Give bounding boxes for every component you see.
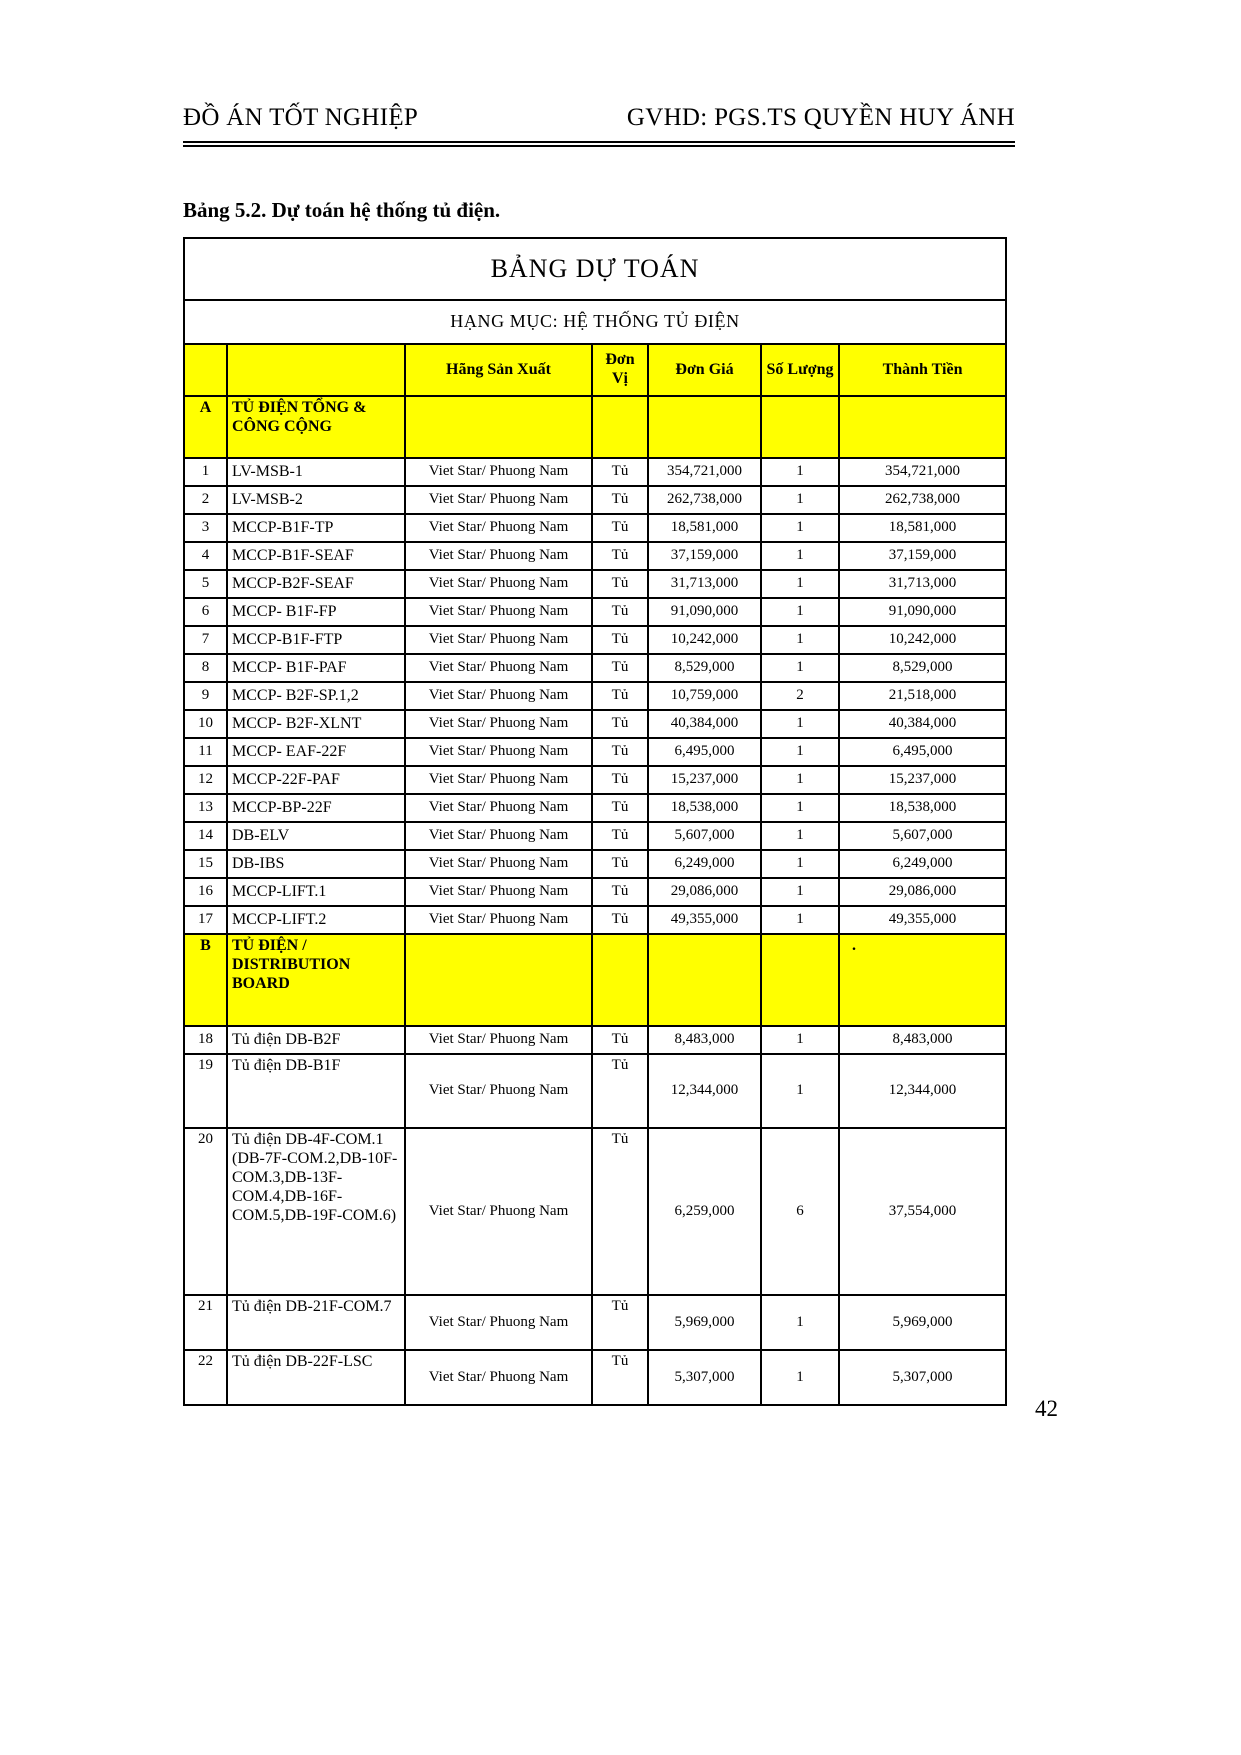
cell-qty: 1 (761, 458, 839, 486)
cell-stt: 22 (184, 1350, 227, 1405)
running-header-left: ĐỒ ÁN TỐT NGHIỆP (183, 104, 419, 131)
cell-unit: Tủ (592, 738, 648, 766)
section-b-id: B (184, 934, 227, 1026)
cell-qty: 1 (761, 514, 839, 542)
table-title: BẢNG DỰ TOÁN (184, 238, 1006, 300)
cell-total: 31,713,000 (839, 570, 1006, 598)
cell-stt: 9 (184, 682, 227, 710)
cell-stt: 4 (184, 542, 227, 570)
cell-price: 6,259,000 (648, 1128, 761, 1295)
cell-price: 91,090,000 (648, 598, 761, 626)
cell-maker: Viet Star/ Phuong Nam (405, 1295, 592, 1350)
cell-maker: Viet Star/ Phuong Nam (405, 458, 592, 486)
cell-name: MCCP- B1F-FP (227, 598, 405, 626)
cell-name: MCCP- B2F-SP.1,2 (227, 682, 405, 710)
page-number: 42 (1035, 1396, 1058, 1421)
table-title-row (184, 238, 1006, 300)
cell-qty: 1 (761, 654, 839, 682)
cell-unit: Tủ (592, 1295, 648, 1350)
section-row-a (184, 396, 1006, 458)
cell-qty: 6 (761, 1128, 839, 1295)
cell-qty: 2 (761, 682, 839, 710)
table-row (184, 710, 1006, 738)
cell-price: 5,607,000 (648, 822, 761, 850)
cell-qty: 1 (761, 878, 839, 906)
cell-qty: 1 (761, 710, 839, 738)
cell-price: 8,529,000 (648, 654, 761, 682)
cell-maker: Viet Star/ Phuong Nam (405, 822, 592, 850)
cell-total: 354,721,000 (839, 458, 1006, 486)
cell-total: 5,307,000 (839, 1350, 1006, 1405)
table-row (184, 458, 1006, 486)
cell-price: 12,344,000 (648, 1054, 761, 1128)
table-caption: Bảng 5.2. Dự toán hệ thống tủ điện. (183, 198, 501, 222)
cell-price: 8,483,000 (648, 1026, 761, 1054)
table-column-header-row (184, 344, 1006, 396)
cell-maker: Viet Star/ Phuong Nam (405, 542, 592, 570)
cell-stt: 21 (184, 1295, 227, 1350)
cell-price: 15,237,000 (648, 766, 761, 794)
cell-maker: Viet Star/ Phuong Nam (405, 486, 592, 514)
cell-total: 37,159,000 (839, 542, 1006, 570)
cell-qty: 1 (761, 766, 839, 794)
table-row (184, 1054, 1006, 1128)
cell-unit: Tủ (592, 598, 648, 626)
cell-unit: Tủ (592, 514, 648, 542)
cell-price: 354,721,000 (648, 458, 761, 486)
cell-price: 5,969,000 (648, 1295, 761, 1350)
table-row (184, 654, 1006, 682)
cell-price: 262,738,000 (648, 486, 761, 514)
cell-stt: 11 (184, 738, 227, 766)
section-a-id: A (184, 396, 227, 458)
cell-stt: 2 (184, 486, 227, 514)
cell-name: LV-MSB-1 (227, 458, 405, 486)
cell-name: DB-IBS (227, 850, 405, 878)
cell-maker: Viet Star/ Phuong Nam (405, 654, 592, 682)
cell-unit: Tủ (592, 1054, 648, 1128)
cell-maker: Viet Star/ Phuong Nam (405, 1128, 592, 1295)
cell-stt: 10 (184, 710, 227, 738)
section-b-maker (405, 934, 592, 1026)
cell-name: Tủ điện DB-22F-LSC (227, 1350, 405, 1405)
cell-stt: 7 (184, 626, 227, 654)
cell-name: Tủ điện DB-B1F (227, 1054, 405, 1128)
cell-unit: Tủ (592, 822, 648, 850)
cell-name: DB-ELV (227, 822, 405, 850)
cell-name: MCCP- B1F-PAF (227, 654, 405, 682)
cell-stt: 20 (184, 1128, 227, 1295)
cell-price: 5,307,000 (648, 1350, 761, 1405)
section-b-qty (761, 934, 839, 1026)
cell-unit: Tủ (592, 542, 648, 570)
cell-price: 40,384,000 (648, 710, 761, 738)
cell-stt: 16 (184, 878, 227, 906)
column-header-name (227, 344, 405, 396)
cell-stt: 1 (184, 458, 227, 486)
section-a-label: TỦ ĐIỆN TỔNG & CÔNG CỘNG (227, 396, 405, 458)
column-header-stt (184, 344, 227, 396)
cell-qty: 1 (761, 570, 839, 598)
cell-price: 18,538,000 (648, 794, 761, 822)
cell-qty: 1 (761, 1054, 839, 1128)
cell-stt: 13 (184, 794, 227, 822)
table-row (184, 486, 1006, 514)
cell-maker: Viet Star/ Phuong Nam (405, 1350, 592, 1405)
table-row (184, 878, 1006, 906)
cell-maker: Viet Star/ Phuong Nam (405, 710, 592, 738)
cell-name: MCCP- B2F-XLNT (227, 710, 405, 738)
cell-price: 37,159,000 (648, 542, 761, 570)
cell-total: 12,344,000 (839, 1054, 1006, 1128)
running-header-right: GVHD: PGS.TS QUYỀN HUY ÁNH (626, 104, 1015, 131)
cell-stt: 12 (184, 766, 227, 794)
cell-total: 49,355,000 (839, 906, 1006, 934)
budget-table (183, 237, 1007, 1406)
cell-maker: Viet Star/ Phuong Nam (405, 682, 592, 710)
table-subtitle: HẠNG MỤC: HỆ THỐNG TỦ ĐIỆN (184, 300, 1006, 344)
section-a-qty (761, 396, 839, 458)
cell-stt: 3 (184, 514, 227, 542)
cell-unit: Tủ (592, 1128, 648, 1295)
cell-total: 40,384,000 (839, 710, 1006, 738)
cell-unit: Tủ (592, 850, 648, 878)
table-row (184, 570, 1006, 598)
column-header-qty: Số Lượng (761, 344, 839, 396)
cell-unit: Tủ (592, 570, 648, 598)
cell-price: 29,086,000 (648, 878, 761, 906)
cell-maker: Viet Star/ Phuong Nam (405, 626, 592, 654)
cell-stt: 8 (184, 654, 227, 682)
cell-stt: 5 (184, 570, 227, 598)
cell-name: MCCP-B2F-SEAF (227, 570, 405, 598)
section-b-unit (592, 934, 648, 1026)
cell-unit: Tủ (592, 710, 648, 738)
cell-qty: 1 (761, 850, 839, 878)
section-a-unit (592, 396, 648, 458)
table-row (184, 738, 1006, 766)
cell-unit: Tủ (592, 1350, 648, 1405)
cell-maker: Viet Star/ Phuong Nam (405, 514, 592, 542)
table-row (184, 542, 1006, 570)
cell-name: MCCP-B1F-SEAF (227, 542, 405, 570)
cell-maker: Viet Star/ Phuong Nam (405, 1026, 592, 1054)
cell-maker: Viet Star/ Phuong Nam (405, 878, 592, 906)
cell-stt: 6 (184, 598, 227, 626)
section-a-maker (405, 396, 592, 458)
cell-qty: 1 (761, 1026, 839, 1054)
cell-total: 5,969,000 (839, 1295, 1006, 1350)
section-row-b (184, 934, 1006, 1026)
cell-total: 21,518,000 (839, 682, 1006, 710)
cell-name: Tủ điện DB-4F-COM.1 (DB-7F-COM.2,DB-10F-COM.3,DB-13F-COM.4,DB-16F-COM.5,DB-19F-COM.6) (227, 1128, 405, 1295)
cell-unit: Tủ (592, 906, 648, 934)
cell-price: 18,581,000 (648, 514, 761, 542)
cell-total: 5,607,000 (839, 822, 1006, 850)
cell-unit: Tủ (592, 794, 648, 822)
column-header-price: Đơn Giá (648, 344, 761, 396)
cell-total: 18,581,000 (839, 514, 1006, 542)
cell-stt: 18 (184, 1026, 227, 1054)
cell-price: 6,495,000 (648, 738, 761, 766)
cell-maker: Viet Star/ Phuong Nam (405, 738, 592, 766)
cell-name: MCCP-LIFT.1 (227, 878, 405, 906)
cell-qty: 1 (761, 598, 839, 626)
table-row (184, 682, 1006, 710)
cell-total: 6,495,000 (839, 738, 1006, 766)
column-header-maker: Hãng Sản Xuất (405, 344, 592, 396)
cell-unit: Tủ (592, 1026, 648, 1054)
cell-price: 49,355,000 (648, 906, 761, 934)
cell-qty: 1 (761, 1350, 839, 1405)
cell-price: 10,759,000 (648, 682, 761, 710)
cell-total: 6,249,000 (839, 850, 1006, 878)
cell-stt: 15 (184, 850, 227, 878)
cell-total: 8,483,000 (839, 1026, 1006, 1054)
table-row (184, 850, 1006, 878)
cell-maker: Viet Star/ Phuong Nam (405, 598, 592, 626)
cell-qty: 1 (761, 822, 839, 850)
section-b-total: . (839, 934, 1006, 1026)
cell-unit: Tủ (592, 626, 648, 654)
cell-price: 10,242,000 (648, 626, 761, 654)
cell-qty: 1 (761, 794, 839, 822)
cell-stt: 17 (184, 906, 227, 934)
cell-qty: 1 (761, 906, 839, 934)
cell-total: 37,554,000 (839, 1128, 1006, 1295)
cell-total: 8,529,000 (839, 654, 1006, 682)
section-b-label (227, 934, 405, 1026)
table-row (184, 822, 1006, 850)
cell-maker: Viet Star/ Phuong Nam (405, 906, 592, 934)
section-a-price (648, 396, 761, 458)
column-header-unit: Đơn Vị (592, 344, 648, 396)
cell-name: MCCP-BP-22F (227, 794, 405, 822)
cell-unit: Tủ (592, 766, 648, 794)
section-a-total (839, 396, 1006, 458)
table-subtitle-row (184, 300, 1006, 344)
cell-name: MCCP-22F-PAF (227, 766, 405, 794)
table-row (184, 514, 1006, 542)
table-row (184, 626, 1006, 654)
cell-name: MCCP-B1F-FTP (227, 626, 405, 654)
cell-name: Tủ điện DB-B2F (227, 1026, 405, 1054)
cell-unit: Tủ (592, 654, 648, 682)
cell-maker: Viet Star/ Phuong Nam (405, 570, 592, 598)
cell-qty: 1 (761, 626, 839, 654)
table-row (184, 766, 1006, 794)
cell-name: MCCP-LIFT.2 (227, 906, 405, 934)
table-row (184, 1295, 1006, 1350)
table-row (184, 1350, 1006, 1405)
cell-name: LV-MSB-2 (227, 486, 405, 514)
cell-name: MCCP-B1F-TP (227, 514, 405, 542)
cell-unit: Tủ (592, 682, 648, 710)
cell-qty: 1 (761, 542, 839, 570)
cell-price: 6,249,000 (648, 850, 761, 878)
cell-price: 31,713,000 (648, 570, 761, 598)
cell-name: MCCP- EAF-22F (227, 738, 405, 766)
cell-total: 262,738,000 (839, 486, 1006, 514)
cell-total: 18,538,000 (839, 794, 1006, 822)
cell-total: 15,237,000 (839, 766, 1006, 794)
section-b-price (648, 934, 761, 1026)
cell-name: Tủ điện DB-21F-COM.7 (227, 1295, 405, 1350)
cell-stt: 19 (184, 1054, 227, 1128)
budget-table-body (184, 238, 1006, 1405)
table-row (184, 1026, 1006, 1054)
column-header-total: Thành Tiền (839, 344, 1006, 396)
cell-qty: 1 (761, 738, 839, 766)
section-b-label-text: TỦ ĐIỆN / DISTRIBUTION BOARD (232, 937, 351, 992)
running-header (183, 104, 1015, 132)
table-row (184, 1128, 1006, 1295)
table-row (184, 598, 1006, 626)
cell-qty: 1 (761, 1295, 839, 1350)
cell-total: 29,086,000 (839, 878, 1006, 906)
table-row (184, 794, 1006, 822)
cell-unit: Tủ (592, 486, 648, 514)
cell-unit: Tủ (592, 878, 648, 906)
cell-total: 10,242,000 (839, 626, 1006, 654)
cell-maker: Viet Star/ Phuong Nam (405, 1054, 592, 1128)
header-divider-rule (183, 141, 1015, 147)
cell-maker: Viet Star/ Phuong Nam (405, 766, 592, 794)
cell-total: 91,090,000 (839, 598, 1006, 626)
cell-maker: Viet Star/ Phuong Nam (405, 850, 592, 878)
cell-stt: 14 (184, 822, 227, 850)
table-row (184, 906, 1006, 934)
cell-maker: Viet Star/ Phuong Nam (405, 794, 592, 822)
cell-unit: Tủ (592, 458, 648, 486)
cell-qty: 1 (761, 486, 839, 514)
